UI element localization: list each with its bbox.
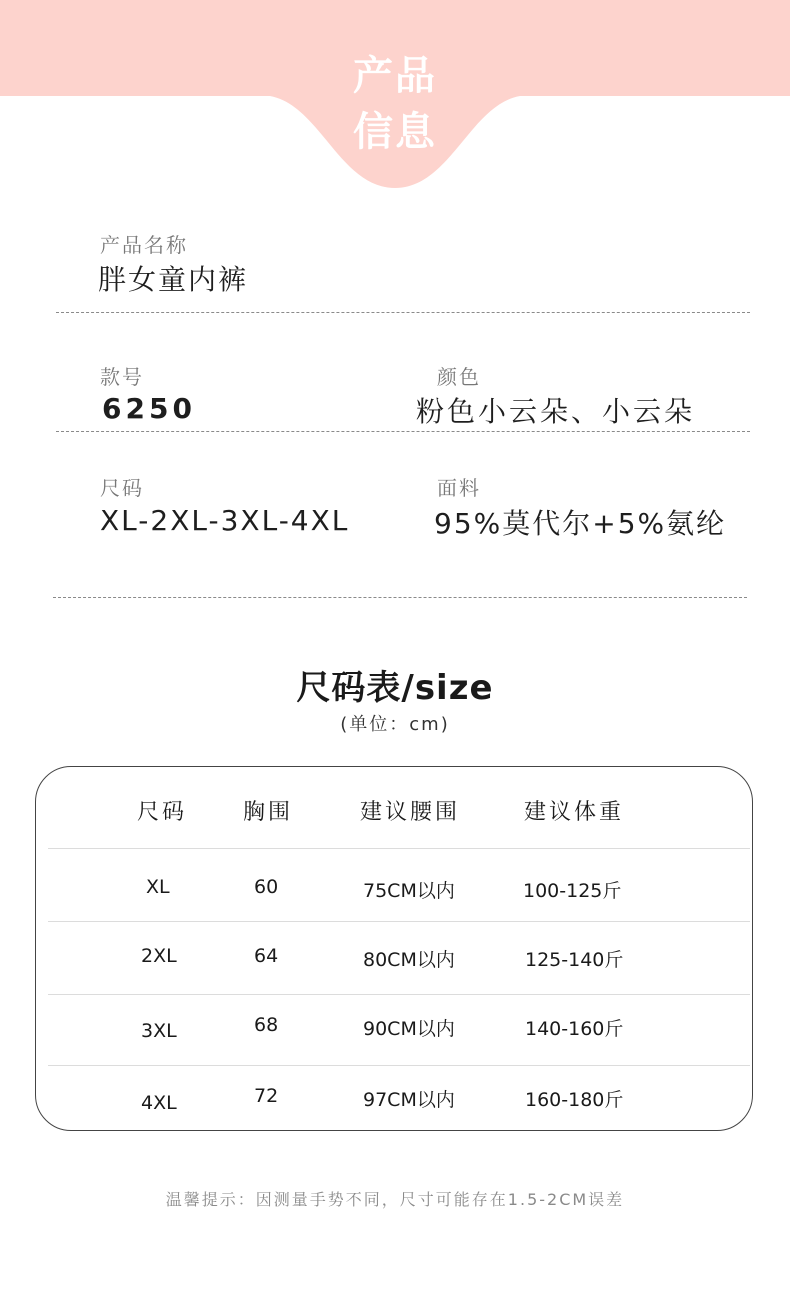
table-cell-waist: 80CM以内 bbox=[363, 949, 455, 971]
table-header-chest: 胸围 bbox=[243, 800, 294, 825]
color-value: 粉色小云朵、小云朵 bbox=[416, 395, 696, 428]
table-cell-weight: 140-160斤 bbox=[525, 1018, 624, 1040]
style-label: 款号 bbox=[100, 365, 144, 389]
footer-note: 温馨提示：因测量手势不同，尺寸可能存在1.5-2CM误差 bbox=[165, 1190, 625, 1209]
table-header-weight: 建议体重 bbox=[524, 800, 625, 825]
size-label: 尺码 bbox=[100, 476, 144, 500]
table-row-divider bbox=[48, 848, 750, 849]
divider bbox=[56, 312, 750, 313]
style-value: 6250 bbox=[102, 392, 196, 425]
table-row-divider bbox=[48, 994, 750, 995]
product-name-label: 产品名称 bbox=[100, 233, 188, 257]
color-label: 颜色 bbox=[437, 365, 481, 389]
size-chart-title: 尺码表/size bbox=[296, 668, 494, 708]
size-chart-unit: (单位：cm) bbox=[340, 714, 450, 735]
divider bbox=[56, 431, 750, 432]
table-header-size: 尺码 bbox=[137, 800, 188, 825]
table-cell-chest: 60 bbox=[254, 876, 279, 898]
table-header-waist: 建议腰围 bbox=[360, 800, 461, 825]
table-cell-chest: 68 bbox=[254, 1014, 279, 1036]
table-cell-size: XL bbox=[146, 876, 170, 898]
product-name-value: 胖女童内裤 bbox=[98, 263, 249, 296]
fabric-label: 面料 bbox=[437, 476, 481, 500]
header-title-line2: 信息 bbox=[353, 109, 437, 155]
table-cell-weight: 125-140斤 bbox=[525, 949, 624, 971]
table-cell-chest: 72 bbox=[254, 1085, 279, 1107]
table-cell-size: 4XL bbox=[141, 1092, 177, 1114]
divider bbox=[53, 597, 747, 598]
table-row-divider bbox=[48, 921, 750, 922]
table-cell-waist: 75CM以内 bbox=[363, 880, 455, 902]
table-row-divider bbox=[48, 1065, 750, 1066]
table-cell-chest: 64 bbox=[254, 945, 279, 967]
table-cell-size: 2XL bbox=[141, 945, 177, 967]
table-cell-weight: 100-125斤 bbox=[523, 880, 622, 902]
size-value: XL-2XL-3XL-4XL bbox=[100, 504, 350, 537]
table-cell-size: 3XL bbox=[141, 1020, 177, 1042]
table-cell-waist: 90CM以内 bbox=[363, 1018, 455, 1040]
table-cell-waist: 97CM以内 bbox=[363, 1089, 455, 1111]
fabric-value: 95%莫代尔+5%氨纶 bbox=[434, 507, 727, 540]
table-cell-weight: 160-180斤 bbox=[525, 1089, 624, 1111]
header-title-line1: 产品 bbox=[353, 53, 437, 99]
